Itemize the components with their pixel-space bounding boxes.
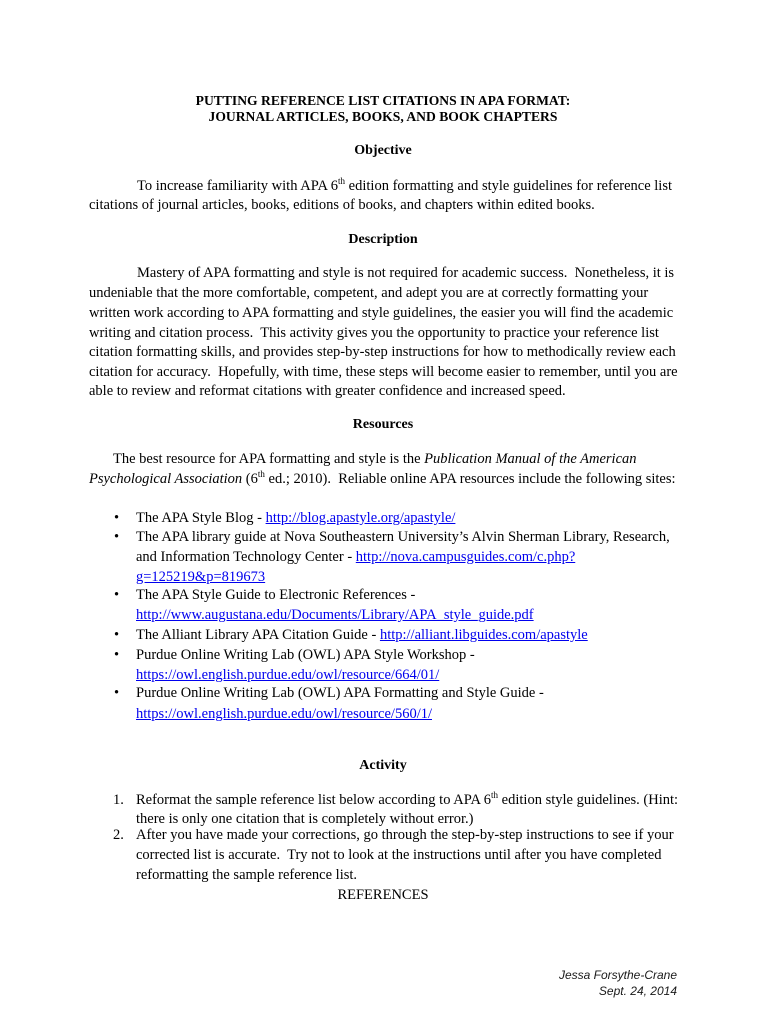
resource-list-item-continued [136,605,534,625]
document-title-line-1: PUTTING REFERENCE LIST CITATIONS IN APA FORMAT: [195,93,571,108]
superscript-ordinal: th [257,469,265,479]
resource-list-item: The APA library guide at Nova Southeastern University’s Alvin Sherman Library, Research, [136,529,670,545]
resource-label: and Information Technology Center - [136,549,356,565]
activity-heading: Activity [359,758,407,773]
apa-style-blog-link[interactable]: http://blog.apastyle.org/apastyle/ [265,510,456,526]
resources-intro-line [113,449,637,469]
resource-label: The APA Style Blog - [136,510,266,526]
purdue-owl-style-guide-link[interactable]: https://owl.english.purdue.edu/owl/resource/560/1/ [136,706,432,722]
text-run: edition formatting and style guidelines for reference list [345,178,672,194]
resource-label: The Alliant Library APA Citation Guide - [136,627,380,643]
document-title-line-2: JOURNAL ARTICLES, BOOKS, AND BOOK CHAPTERS [208,109,558,124]
text-run: ed.; 2010). Reliable online APA resources include the following sites: [264,471,676,487]
superscript-ordinal: th [338,176,346,186]
activity-step-line: corrected list is accurate. Try not to look at the instructions until after you have completed [136,847,662,863]
augustana-style-guide-link[interactable]: http://www.augustana.edu/Documents/Library/APA_style_guide.pdf [136,607,534,623]
bullet-marker: • [114,510,120,526]
activity-step-line: there is only one citation that is completely without error.) [136,811,474,827]
bullet-marker: • [114,627,120,643]
bullet-marker: • [114,647,120,663]
objective-heading: Objective [354,143,412,158]
nova-library-guide-link[interactable]: http://nova.campusguides.com/c.php? [355,549,576,565]
resource-list-item-continued [136,665,439,685]
references-heading: REFERENCES [337,887,429,903]
resource-list-item-continued [136,547,575,567]
objective-paragraph-line [137,176,672,196]
alliant-citation-guide-link[interactable]: http://alliant.libguides.com/apastyle [379,627,588,643]
text-run: Reformat the sample reference list below according to APA 6 [136,792,492,808]
text-run: The best resource for APA formatting and style is the [113,451,425,467]
resources-heading: Resources [352,417,414,432]
resource-list-item-continued [136,567,265,587]
book-title-italic: Publication Manual of the American [424,451,637,467]
description-heading: Description [348,232,418,247]
footer-author: Jessa Forsythe-Crane [558,968,677,982]
text-run: To increase familiarity with APA 6 [137,178,339,194]
purdue-owl-style-workshop-link[interactable]: https://owl.english.purdue.edu/owl/resource/664/01/ [136,667,440,683]
resource-list-item: Purdue Online Writing Lab (OWL) APA Formatting and Style Guide - [136,685,544,701]
resource-list-item: The APA Style Guide to Electronic References - [136,587,416,603]
resources-intro-line [89,469,676,489]
description-paragraph-line: citation formatting skills, and provides step-by-step instructions for how to methodically review each [89,344,676,360]
footer-date: Sept. 24, 2014 [598,984,677,998]
description-paragraph-line: writing and citation process. This activity gives you the opportunity to practice your reference list [89,325,659,341]
list-number: 1. [113,792,124,808]
activity-step-line: After you have made your corrections, go through the step-by-step instructions to see if your [136,827,674,843]
text-run: (6 [242,471,258,487]
book-title-italic: Psychological Association [89,471,243,487]
activity-step-line: reformatting the sample reference list. [136,867,358,883]
bullet-marker: • [114,587,120,603]
description-paragraph-line: able to review and reformat citations with greater confidence and increased speed. [89,383,566,399]
description-paragraph-line: citation for accuracy. Hopefully, with time, these steps will become easier to remember, until you are [89,364,678,380]
activity-step-line [136,790,678,810]
list-number: 2. [113,827,124,843]
description-paragraph-line: undeniable that the more comfortable, competent, and adept you are at correctly formatting your [89,285,649,301]
description-paragraph-line: Mastery of APA formatting and style is not required for academic success. Nonetheless, it is [137,265,675,281]
superscript-ordinal: th [491,790,499,800]
resource-list-item-continued [136,704,432,724]
bullet-marker: • [114,529,120,545]
bullet-marker: • [114,685,120,701]
resource-list-item [136,508,455,528]
resource-list-item: Purdue Online Writing Lab (OWL) APA Style Workshop - [136,647,475,663]
nova-library-guide-link-continued[interactable]: g=125219&p=819673 [136,569,266,585]
resource-list-item [136,625,588,645]
objective-paragraph-line: citations of journal articles, books, editions of books, and chapters within edited books. [89,197,595,213]
description-paragraph-line: written work according to APA formatting and style guidelines, the easier you will find the academic [89,305,674,321]
text-run: edition style guidelines. (Hint: [498,792,679,808]
